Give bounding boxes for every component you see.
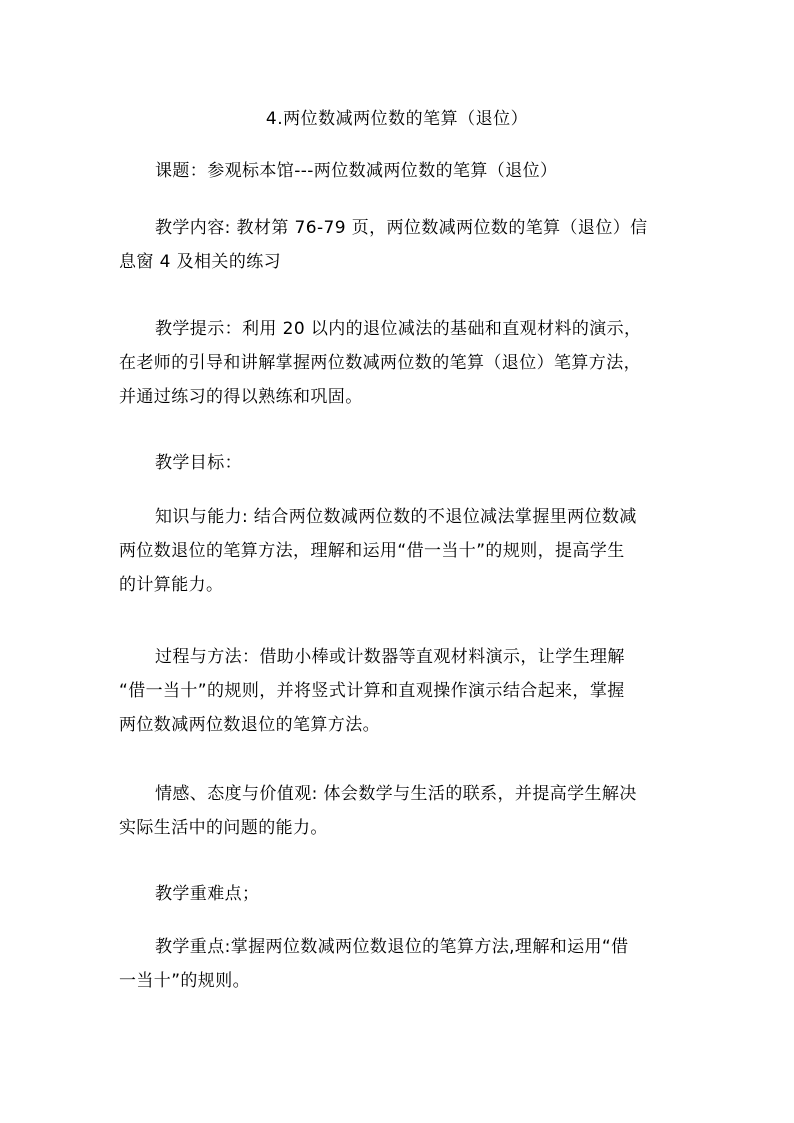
paragraph-objectives-heading bbox=[119, 446, 685, 480]
paragraph-line: 教学内容: 教材第 76-79 页，两位数减两位数的笔算（退位）信 bbox=[155, 218, 648, 238]
paragraph-line: 教学重点:掌握两位数减两位数退位的笔算方法,理解和运用“借 bbox=[155, 937, 629, 957]
paragraph-line: 一当十”的规则。 bbox=[119, 971, 251, 991]
paragraph-content bbox=[119, 211, 685, 279]
paragraph-line: 教学目标： bbox=[155, 453, 242, 473]
paragraph-line: 在老师的引导和讲解掌握两位数减两位数的笔算（退位）笔算方法， bbox=[119, 353, 641, 373]
paragraph-line: 息窗 4 及相关的练习 bbox=[119, 252, 282, 272]
paragraph-line: 课题：参观标本馆---两位数减两位数的笔算（退位） bbox=[155, 161, 558, 181]
paragraph-keypoint bbox=[119, 930, 685, 998]
paragraph-line: 情感、态度与价值观: 体会数学与生活的联系，并提高学生解决 bbox=[155, 784, 637, 804]
paragraph-keypoints-heading bbox=[119, 877, 685, 911]
paragraph-line: 教学重难点； bbox=[155, 884, 260, 904]
document-title: 4.两位数减两位数的笔算（退位） bbox=[265, 109, 529, 129]
paragraph-line: 两位数退位的笔算方法，理解和运用“借一当十”的规则，提高学生 bbox=[119, 541, 625, 561]
paragraph-hint bbox=[119, 312, 685, 414]
paragraph-line: 两位数减两位数退位的笔算方法。 bbox=[119, 715, 380, 735]
paragraph-line: 过程与方法：借助小棒或计数器等直观材料演示，让学生理解 bbox=[155, 647, 625, 667]
paragraph-process bbox=[119, 640, 685, 742]
paragraph-attitude bbox=[119, 777, 685, 845]
paragraph-line: 知识与能力: 结合两位数减两位数的不退位减法掌握里两位数减 bbox=[155, 507, 637, 527]
paragraph-line: 实际生活中的问题的能力。 bbox=[119, 818, 328, 838]
paragraph-line: 的计算能力。 bbox=[119, 575, 224, 595]
paragraph-line: “借一当十”的规则，并将竖式计算和直观操作演示结合起来，掌握 bbox=[119, 681, 625, 701]
paragraph-knowledge bbox=[119, 500, 685, 602]
paragraph-line: 教学提示：利用 20 以内的退位减法的基础和直观材料的演示， bbox=[155, 319, 642, 339]
paragraph-line: 并通过练习的得以熟练和巩固。 bbox=[119, 387, 363, 407]
paragraph-topic bbox=[119, 154, 685, 188]
